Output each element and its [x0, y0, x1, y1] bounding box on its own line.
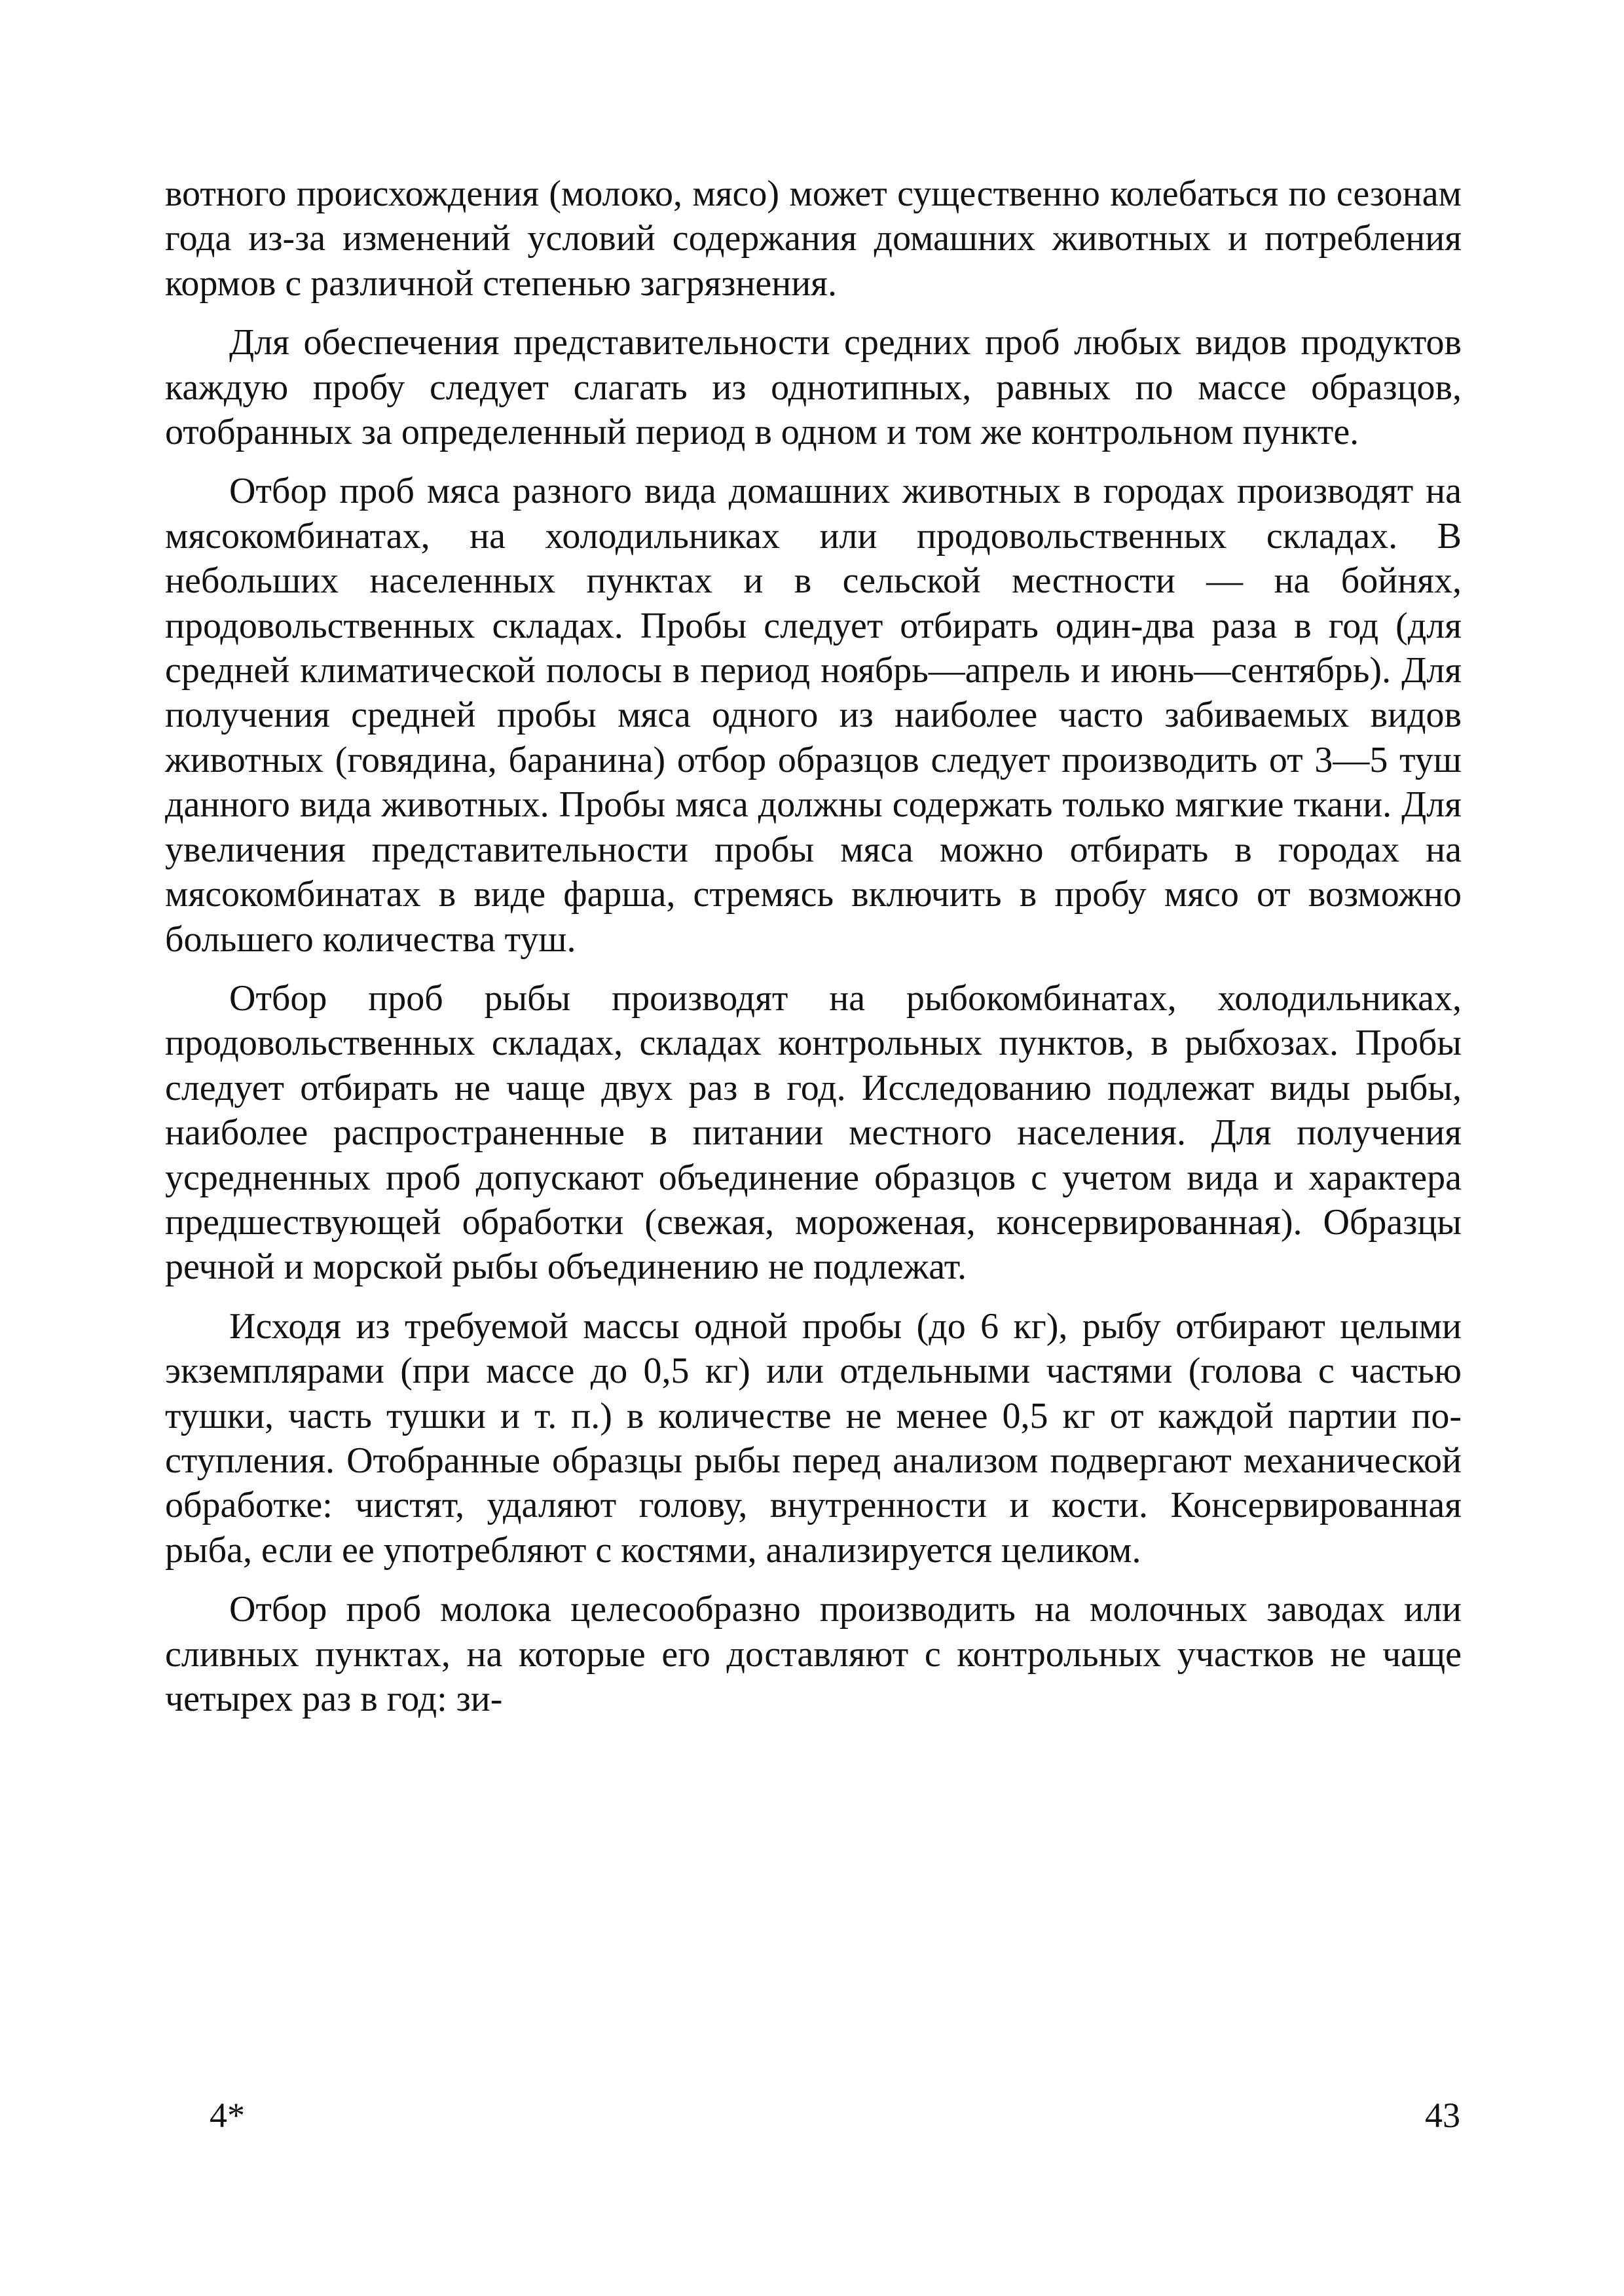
paragraph-6: Отбор проб молока целесообразно производить на молочных заводах или сливных пунктах, на которые его доставляют с контрольных участков не чаще четырех раз в год: зи- [165, 1589, 1462, 1719]
body-text [165, 172, 1462, 1736]
page-footer [210, 2095, 1460, 2147]
page-number: 43 [1425, 2096, 1460, 2135]
paragraph-5: Исходя из требуемой массы одной пробы (до 6 кг), рыбу отбирают целыми экземплярами (при массе до 0,5 кг) или отдельными частями (голова с частью тушки, часть тушки и т. п.) в количестве не менее 0,5 кг от каждой партии поступления. Отобранные образцы рыбы перед анализом подвергают механической обработке: чистят, удаляют голову, внутренности и кости. Консервированная рыба, если ее употребляют с костями, анализируется целиком. [165, 1305, 1462, 1571]
paragraph-1: вотного происхождения (молоко, мясо) может существенно колебаться по сезонам года из-за изменений условий содержания домашних животных и потребления кормов с различной степенью загрязнения. [165, 173, 1462, 304]
paragraph-2: Для обеспечения представительности средних проб любых видов продуктов каждую пробу следует слагать из однотипных, равных по массе образцов, отобранных за определенный период в одном и том же контрольном пункте. [165, 322, 1462, 453]
paragraph-3: Отбор проб мяса разного вида домашних животных в городах производят на мясокомбинатах, на холодильниках или продовольственных складах. В небольших населенных пунктах и в сельской местности — на бойнях, продовольственных складах. Пробы следует отбирать один-два раза в год (для средней климатической полосы в период ноябрь—апрель и июнь—сентябрь). Для получения средней пробы мяса одного из наиболее часто забиваемых видов животных (говядина, баранина) отбор образцов следует производить от 3—5 туш данного вида животных. Пробы мяса должны содержать только мягкие ткани. Для увеличения представительности пробы мяса можно отбирать в городах на мясокомбинатах в виде фарша, стремясь включить в пробу мясо от возможно большего количества туш. [165, 471, 1462, 960]
paragraph-4: Отбор проб рыбы производят на рыбокомбинатах, холодильниках, продовольственных складах, складах контрольных пунктов, в рыбхозах. Пробы следует отбирать не чаще двух раз в год. Исследованию подлежат виды рыбы, наиболее распространенные в питании местного населения. Для получения усредненных проб допускают объединение образцов с учетом вида и характера предшествующей обработки (свежая, мороженая, консервированная). Образцы речной и морской рыбы объединению не подлежат. [165, 977, 1462, 1288]
signature-mark: 4* [210, 2096, 245, 2135]
